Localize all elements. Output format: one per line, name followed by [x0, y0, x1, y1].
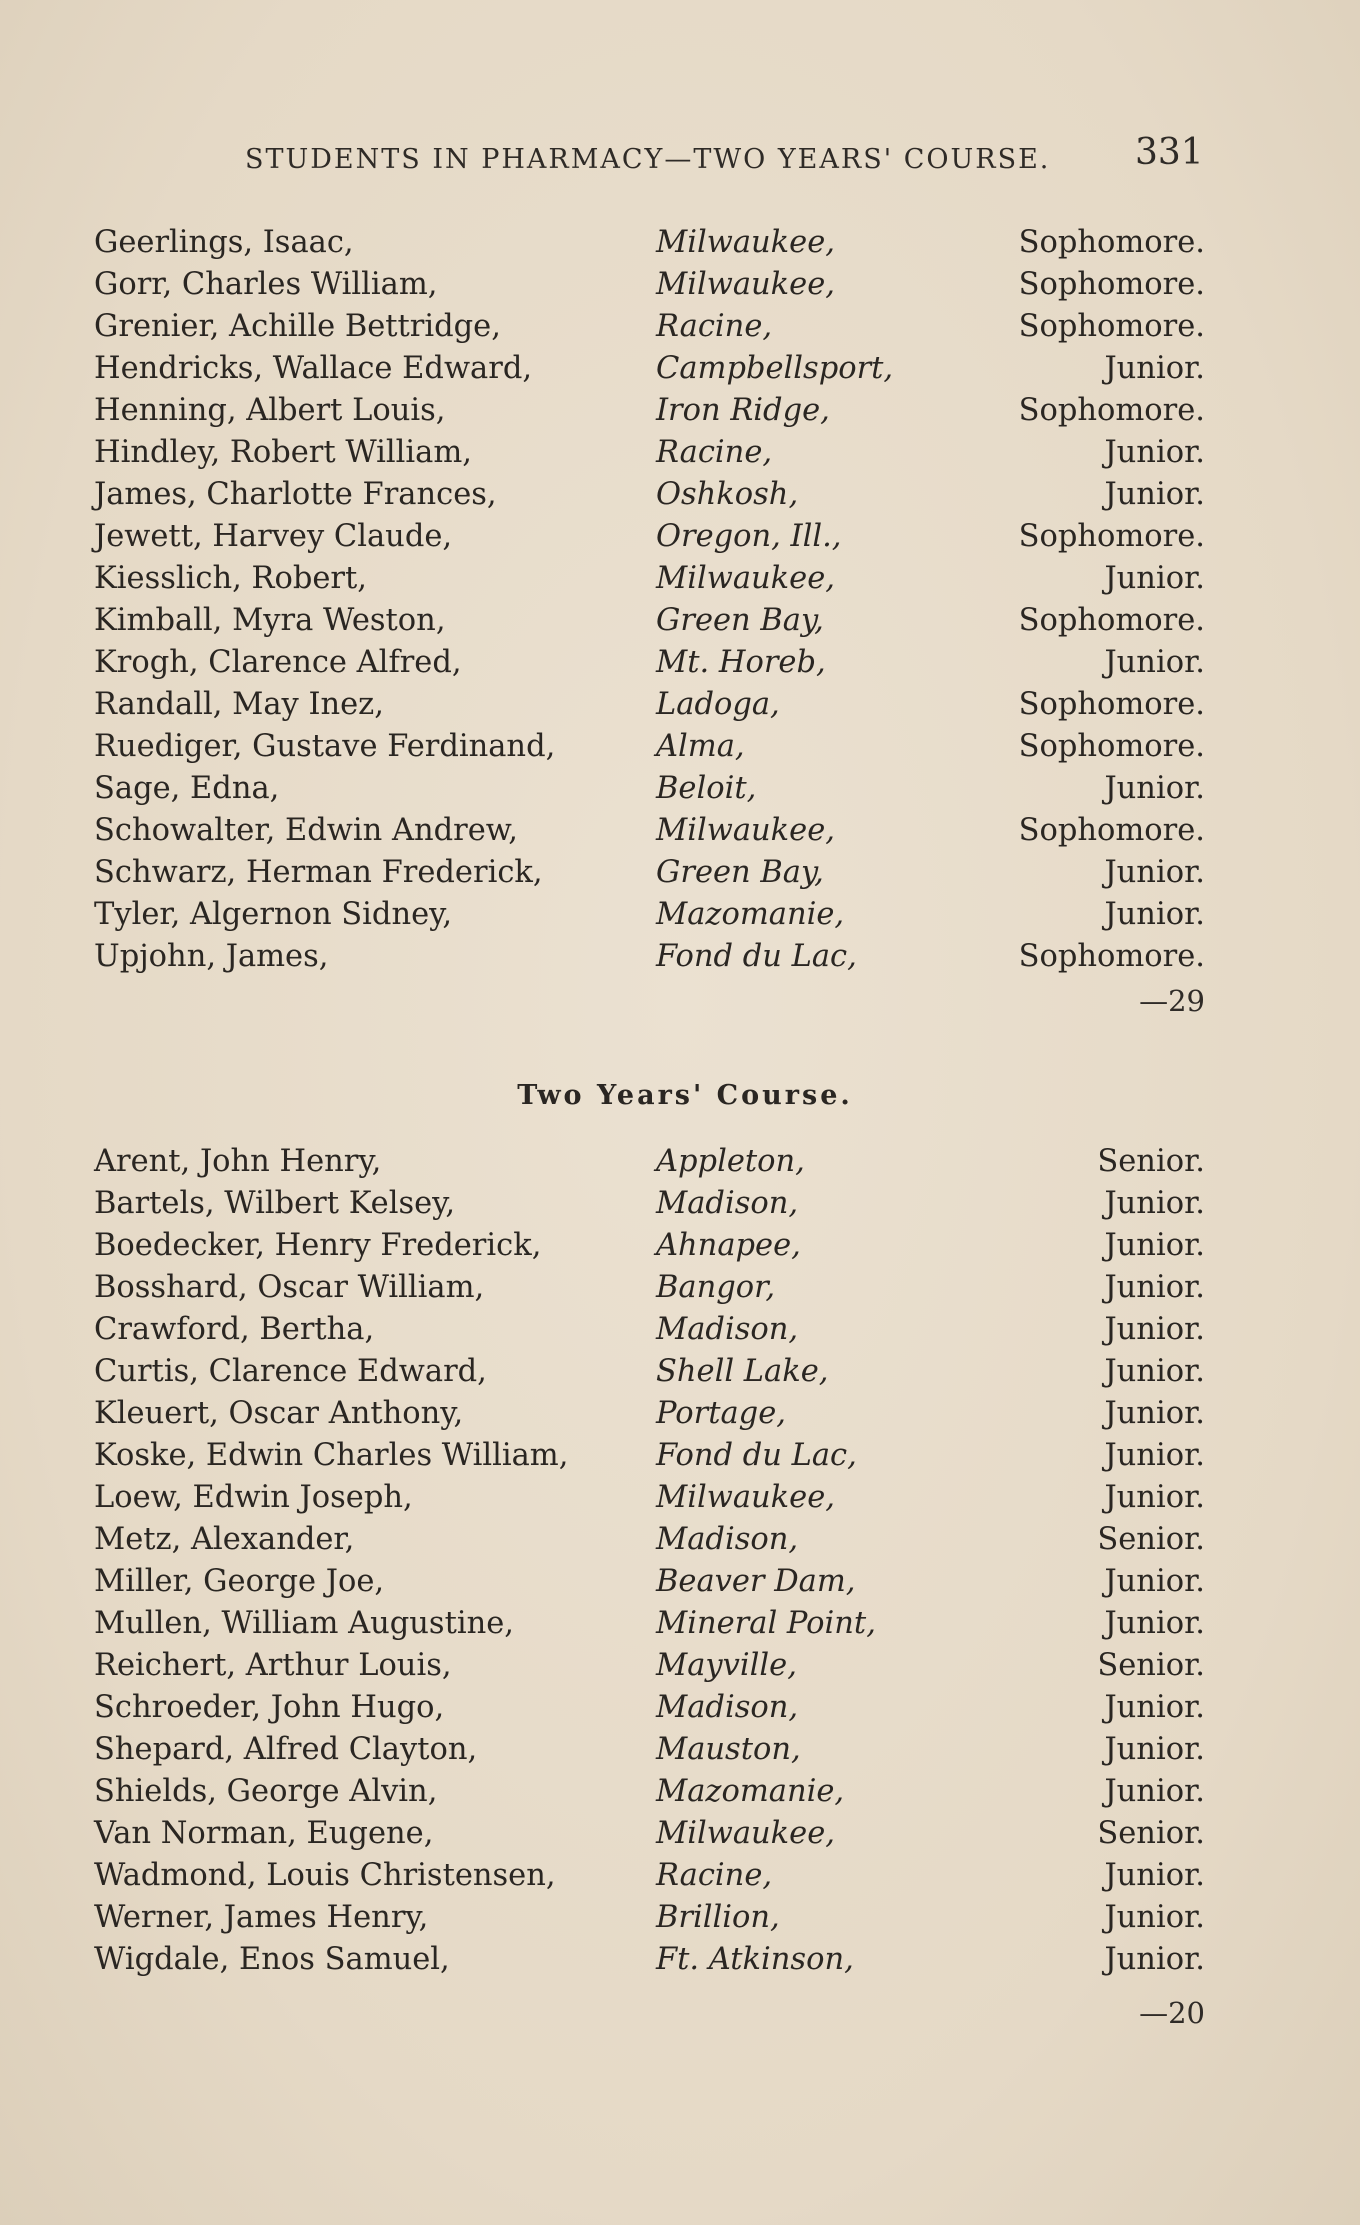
student-hometown: Mauston,: [656, 1732, 801, 1767]
student-row: [0, 1186, 1360, 1228]
page-number: 331: [1135, 132, 1204, 173]
student-row: [0, 267, 1360, 309]
student-class: Sophomore.: [1018, 939, 1205, 974]
student-name: Koske, Edwin Charles William,: [94, 1438, 569, 1473]
student-hometown: Fond du Lac,: [656, 939, 857, 974]
student-row: [0, 309, 1360, 351]
student-hometown: Milwaukee,: [656, 813, 835, 848]
student-hometown: Madison,: [656, 1186, 799, 1221]
student-name: Schroeder, John Hugo,: [94, 1690, 445, 1725]
student-name: Hindley, Robert William,: [94, 435, 472, 470]
student-class: Junior.: [1104, 1774, 1205, 1809]
student-class: Sophomore.: [1018, 687, 1205, 722]
student-hometown: Mayville,: [656, 1648, 797, 1683]
student-hometown: Mt. Horeb,: [656, 645, 826, 680]
student-class: Sophomore.: [1018, 603, 1205, 638]
student-row: [0, 1942, 1360, 1984]
student-class: Junior.: [1104, 1564, 1205, 1599]
student-class: Junior.: [1104, 897, 1205, 932]
student-class: Junior.: [1104, 645, 1205, 680]
student-row: [0, 729, 1360, 771]
student-name: Jewett, Harvey Claude,: [94, 519, 453, 554]
student-name: Krogh, Clarence Alfred,: [94, 645, 462, 680]
student-hometown: Alma,: [656, 729, 745, 764]
student-name: Reichert, Arthur Louis,: [94, 1648, 452, 1683]
student-class: Senior.: [1097, 1816, 1205, 1851]
student-hometown: Fond du Lac,: [656, 1438, 857, 1473]
student-row: [0, 1858, 1360, 1900]
student-row: [0, 519, 1360, 561]
student-name: Curtis, Clarence Edward,: [94, 1354, 487, 1389]
student-class: Junior.: [1104, 1900, 1205, 1935]
student-hometown: Milwaukee,: [656, 267, 835, 302]
student-class: Junior.: [1104, 771, 1205, 806]
student-class: Junior.: [1104, 1690, 1205, 1725]
student-class: Sophomore.: [1018, 393, 1205, 428]
student-class: Sophomore.: [1018, 309, 1205, 344]
student-name: Crawford, Bertha,: [94, 1312, 375, 1347]
student-name: Bosshard, Oscar William,: [94, 1270, 485, 1305]
student-name: Grenier, Achille Bettridge,: [94, 309, 501, 344]
student-row: [0, 1774, 1360, 1816]
student-hometown: Milwaukee,: [656, 1816, 835, 1851]
student-row: [0, 1564, 1360, 1606]
student-hometown: Madison,: [656, 1690, 799, 1725]
student-name: Henning, Albert Louis,: [94, 393, 446, 428]
student-hometown: Mineral Point,: [656, 1606, 876, 1641]
student-name: Sage, Edna,: [94, 771, 280, 806]
student-hometown: Ft. Atkinson,: [656, 1942, 854, 1977]
student-row: [0, 1522, 1360, 1564]
student-name: James, Charlotte Frances,: [94, 477, 497, 512]
student-row: [0, 1312, 1360, 1354]
student-row: [0, 225, 1360, 267]
student-row: [0, 603, 1360, 645]
student-class: Junior.: [1104, 1312, 1205, 1347]
student-name: Bartels, Wilbert Kelsey,: [94, 1186, 456, 1221]
student-hometown: Racine,: [656, 1858, 773, 1893]
student-row: [0, 561, 1360, 603]
running-title: STUDENTS IN PHARMACY—TWO YEARS' COURSE.: [245, 144, 1051, 175]
student-hometown: Green Bay,: [656, 603, 824, 638]
student-row: [0, 855, 1360, 897]
student-row: [0, 687, 1360, 729]
student-hometown: Bangor,: [656, 1270, 776, 1305]
student-name: Upjohn, James,: [94, 939, 329, 974]
student-name: Metz, Alexander,: [94, 1522, 355, 1557]
student-class: Junior.: [1104, 351, 1205, 386]
student-row: [0, 435, 1360, 477]
student-name: Tyler, Algernon Sidney,: [94, 897, 453, 932]
student-class: Junior.: [1104, 1396, 1205, 1431]
student-hometown: Milwaukee,: [656, 1480, 835, 1515]
student-name: Schwarz, Herman Frederick,: [94, 855, 543, 890]
student-class: Sophomore.: [1018, 519, 1205, 554]
student-name: Kimball, Myra Weston,: [94, 603, 446, 638]
student-row: [0, 1144, 1360, 1186]
student-row: [0, 1816, 1360, 1858]
student-list-first: [0, 225, 1360, 981]
page-header: [0, 128, 1360, 188]
student-name: Mullen, William Augustine,: [94, 1606, 514, 1641]
student-class: Sophomore.: [1018, 225, 1205, 260]
student-hometown: Portage,: [656, 1396, 786, 1431]
list-total-first: —29: [1139, 984, 1205, 1018]
student-row: [0, 1396, 1360, 1438]
student-class: Junior.: [1104, 1858, 1205, 1893]
student-hometown: Green Bay,: [656, 855, 824, 890]
student-row: [0, 1354, 1360, 1396]
student-row: [0, 1438, 1360, 1480]
student-class: Junior.: [1104, 1942, 1205, 1977]
student-row: [0, 645, 1360, 687]
student-name: Boedecker, Henry Frederick,: [94, 1228, 542, 1263]
student-class: Junior.: [1104, 435, 1205, 470]
student-class: Junior.: [1104, 1480, 1205, 1515]
student-name: Kleuert, Oscar Anthony,: [94, 1396, 464, 1431]
student-class: Sophomore.: [1018, 813, 1205, 848]
student-list-second: [0, 1144, 1360, 1984]
student-hometown: Shell Lake,: [656, 1354, 829, 1389]
student-name: Arent, John Henry,: [94, 1144, 382, 1179]
student-class: Junior.: [1104, 1228, 1205, 1263]
student-hometown: Beloit,: [656, 771, 757, 806]
student-hometown: Oregon, Ill.,: [656, 519, 842, 554]
student-hometown: Campbellsport,: [656, 351, 894, 386]
student-name: Shepard, Alfred Clayton,: [94, 1732, 478, 1767]
student-hometown: Mazomanie,: [656, 1774, 845, 1809]
student-class: Senior.: [1097, 1648, 1205, 1683]
student-row: [0, 477, 1360, 519]
student-row: [0, 813, 1360, 855]
student-name: Schowalter, Edwin Andrew,: [94, 813, 518, 848]
student-class: Senior.: [1097, 1144, 1205, 1179]
student-class: Junior.: [1104, 855, 1205, 890]
student-name: Werner, James Henry,: [94, 1900, 429, 1935]
student-hometown: Iron Ridge,: [656, 393, 830, 428]
student-row: [0, 1648, 1360, 1690]
student-name: Wadmond, Louis Christensen,: [94, 1858, 556, 1893]
student-hometown: Mazomanie,: [656, 897, 845, 932]
list-total-second: —20: [1139, 1996, 1205, 2030]
student-row: [0, 1480, 1360, 1522]
student-class: Junior.: [1104, 1438, 1205, 1473]
student-class: Senior.: [1097, 1522, 1205, 1557]
student-class: Junior.: [1104, 1270, 1205, 1305]
student-row: [0, 897, 1360, 939]
student-row: [0, 1228, 1360, 1270]
student-hometown: Brillion,: [656, 1900, 780, 1935]
student-hometown: Milwaukee,: [656, 225, 835, 260]
student-class: Sophomore.: [1018, 267, 1205, 302]
student-hometown: Racine,: [656, 435, 773, 470]
student-hometown: Oshkosh,: [656, 477, 799, 512]
student-class: Junior.: [1104, 1186, 1205, 1221]
student-class: Junior.: [1104, 1606, 1205, 1641]
student-class: Junior.: [1104, 561, 1205, 596]
student-row: [0, 771, 1360, 813]
student-row: [0, 1900, 1360, 1942]
student-hometown: Madison,: [656, 1522, 799, 1557]
student-name: Randall, May Inez,: [94, 687, 384, 722]
student-name: Gorr, Charles William,: [94, 267, 438, 302]
student-name: Kiesslich, Robert,: [94, 561, 367, 596]
student-row: [0, 1690, 1360, 1732]
student-name: Shields, George Alvin,: [94, 1774, 438, 1809]
section-heading: Two Years' Course.: [517, 1080, 853, 1111]
student-class: Junior.: [1104, 1354, 1205, 1389]
student-name: Loew, Edwin Joseph,: [94, 1480, 413, 1515]
student-row: [0, 393, 1360, 435]
student-hometown: Appleton,: [656, 1144, 805, 1179]
student-row: [0, 1732, 1360, 1774]
student-hometown: Milwaukee,: [656, 561, 835, 596]
student-name: Ruediger, Gustave Ferdinand,: [94, 729, 556, 764]
student-class: Junior.: [1104, 477, 1205, 512]
student-hometown: Ladoga,: [656, 687, 780, 722]
student-name: Wigdale, Enos Samuel,: [94, 1942, 450, 1977]
student-hometown: Racine,: [656, 309, 773, 344]
student-name: Miller, George Joe,: [94, 1564, 385, 1599]
student-row: [0, 351, 1360, 393]
student-name: Hendricks, Wallace Edward,: [94, 351, 533, 386]
student-row: [0, 1270, 1360, 1312]
student-hometown: Madison,: [656, 1312, 799, 1347]
student-name: Geerlings, Isaac,: [94, 225, 354, 260]
student-hometown: Ahnapee,: [656, 1228, 801, 1263]
student-row: [0, 1606, 1360, 1648]
student-hometown: Beaver Dam,: [656, 1564, 856, 1599]
student-name: Van Norman, Eugene,: [94, 1816, 434, 1851]
student-class: Junior.: [1104, 1732, 1205, 1767]
student-class: Sophomore.: [1018, 729, 1205, 764]
student-row: [0, 939, 1360, 981]
